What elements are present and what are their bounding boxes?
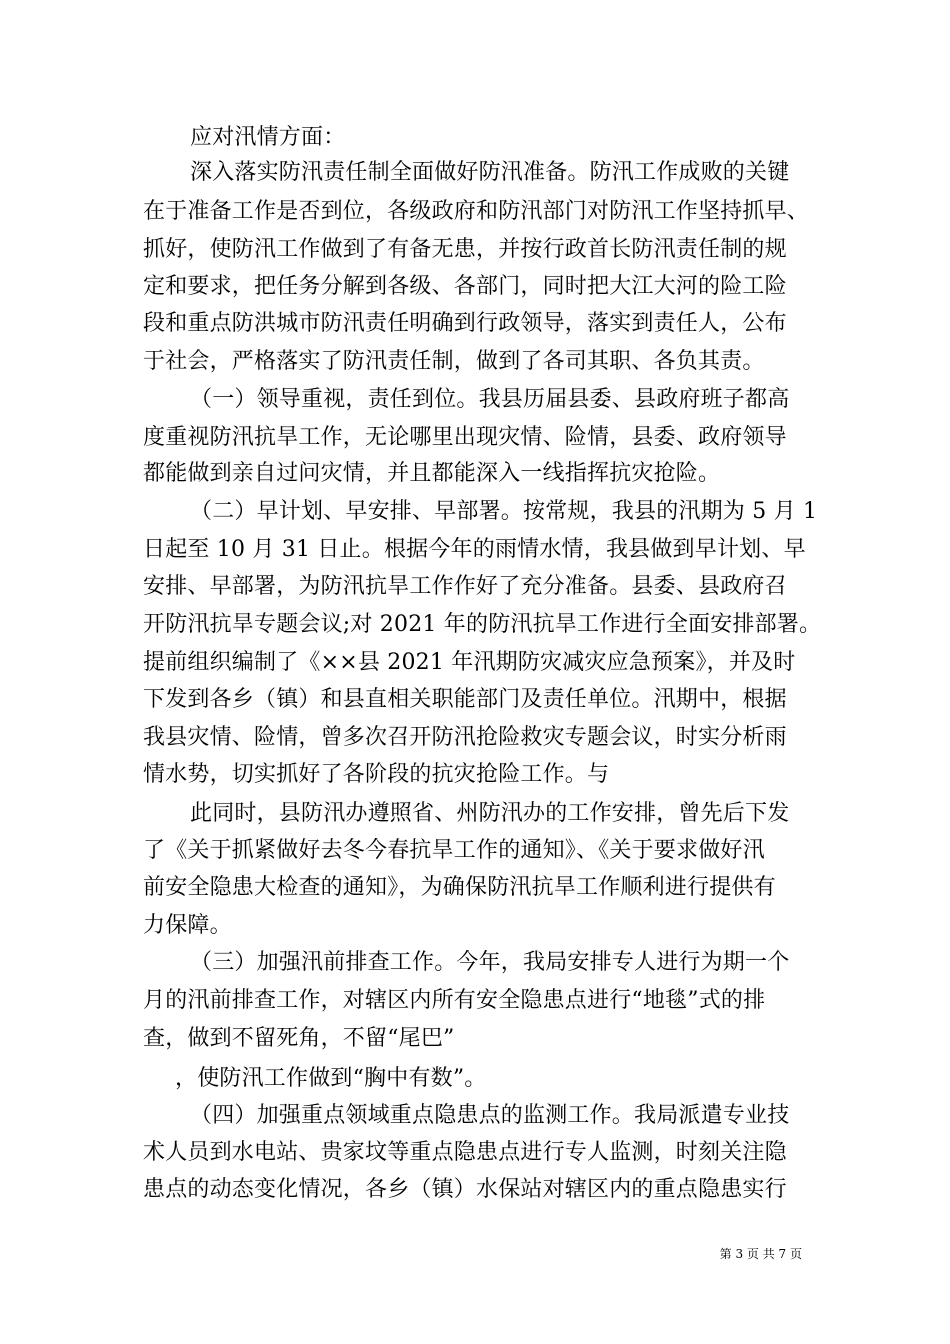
text-line: 抓好，使防汛工作做到了有备无患，并按行政首长防汛责任制的规 [143,237,787,262]
text-line: 提前组织编制了《××县 2021 年汛期防灾减灾应急预案》，并及时 [143,650,796,675]
text-line: 于社会，严格落实了防汛责任制，做到了各司其职、各负其责。 [143,349,765,374]
text-line: 力保障。 [143,913,232,938]
text-line: 术人员到水电站、贵家坟等重点隐患点进行专人监测，时刻关注隐 [143,1140,787,1165]
text-line: （二）早计划、早安排、早部署。按常规，我县的汛期为 5 月 1 [190,499,818,524]
text-line: 查，做到不留死角，不留“尾巴” [143,1026,455,1051]
page-number: 第 3 页 共 7 页 [719,1247,802,1261]
text-line: 都能做到亲自过问灾情，并且都能深入一线指挥抗灾抢险。 [143,461,721,486]
text-line: （四）加强重点领域重点隐患点的监测工作。我局派遣专业技 [190,1103,790,1128]
text-line: 段和重点防洪城市防汛责任明确到行政领导，落实到责任人，公布 [143,311,787,336]
text-line: 了《关于抓紧做好去冬今春抗旱工作的通知》、《关于要求做好汛 [143,838,765,863]
text-line: 月的汛前排查工作，对辖区内所有安全隐患点进行“地毯”式的排 [143,988,766,1013]
text-line: 应对汛情方面： [190,125,346,150]
text-line: （一）领导重视，责任到位。我县历届县委、县政府班子都高 [190,387,790,412]
text-line: 度重视防汛抗旱工作，无论哪里出现灾情、险情，县委、政府领导 [143,425,787,450]
text-line: 我县灾情、险情，曾多次召开防汛抢险救灾专题会议，时实分析雨 [143,725,787,750]
text-line: 日起至 10 月 31 日止。根据今年的雨情水情，我县做到早计划、早 [143,537,806,562]
text-line: 在于准备工作是否到位，各级政府和防汛部门对防汛工作坚持抓早、 [143,199,810,224]
text-line: 前安全隐患大检查的通知》，为确保防汛抗旱工作顺利进行提供有 [143,875,776,900]
text-line: 此同时，县防汛办遵照省、州防汛办的工作安排，曾先后下发 [190,801,790,826]
text-line: 下发到各乡（镇）和县直相关职能部门及责任单位。汛期中，根据 [143,687,787,712]
text-line: 患点的动态变化情况，各乡（镇）水保站对辖区内的重点隐患实行 [143,1177,787,1202]
text-line: ，使防汛工作做到“胸中有数”。 [175,1066,487,1091]
text-line: 情水势，切实抓好了各阶段的抗灾抢险工作。与 [143,762,610,787]
text-line: 定和要求，把任务分解到各级、各部门，同时把大江大河的险工险 [143,274,787,299]
text-line: 开防汛抗旱专题会议;对 2021 年的防汛抗旱工作进行全面安排部署。 [143,612,822,637]
text-line: 安排、早部署，为防汛抗旱工作作好了充分准备。县委、县政府召 [143,574,787,599]
text-line: （三）加强汛前排查工作。今年，我局安排专人进行为期一个 [190,950,790,975]
text-line: 深入落实防汛责任制全面做好防汛准备。防汛工作成败的关键 [190,160,790,185]
